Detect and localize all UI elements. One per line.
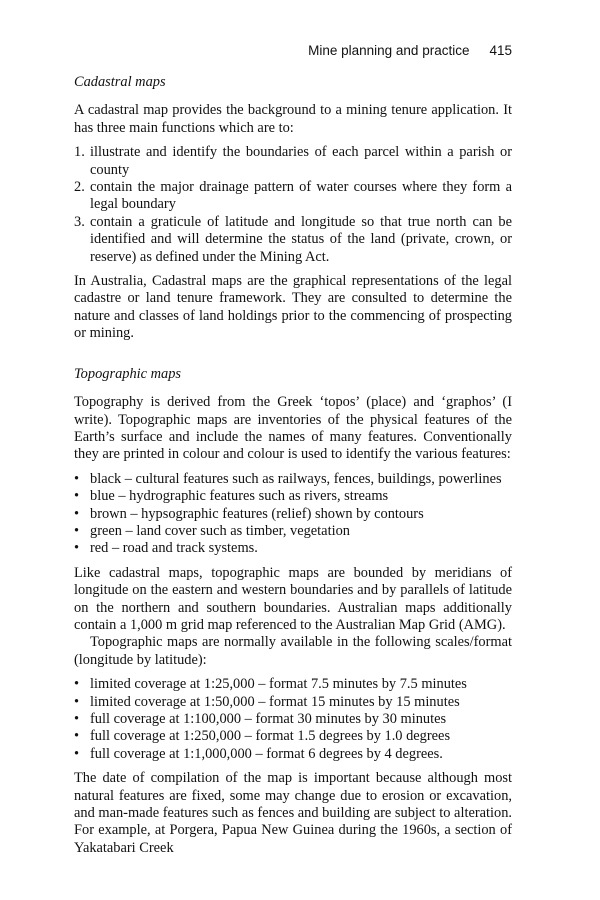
bullet: • — [74, 540, 80, 557]
numbered-list-item — [74, 214, 512, 266]
bullet-list-item — [74, 694, 512, 711]
page-body — [74, 74, 512, 857]
scales-paragraph: Topographic maps are normally available in the following scales/format (longitude by latitude): — [74, 634, 512, 668]
list-item-text: brown – hypsographic features (relief) shown by contours — [90, 505, 424, 522]
list-item-text: limited coverage at 1:25,000 – format 7.5 minutes by 7.5 minutes — [90, 676, 467, 693]
bullet: • — [74, 522, 80, 539]
list-item-text: contain a graticule of latitude and longitude so that true north can be identified and will determine the status of the land (private, crown, or reserve) as defined under the Mining Act. — [90, 213, 512, 265]
list-item-text: full coverage at 1:100,000 – format 30 minutes by 30 minutes — [90, 711, 447, 727]
bullet: • — [74, 711, 80, 727]
running-title: Mine planning and practice — [308, 43, 470, 58]
boundaries-paragraph: Like cadastral maps, topographic maps are bounded by meridians of longitude on the eastern and western boundaries and by parallels of latitude on the northern and southern boundaries. Australian maps additionally contain a 1,000 m grid map referenced to the Australian Map Grid (AMG). — [74, 564, 512, 633]
cadastral-closing-paragraph: In Australia, Cadastral maps are the graphical representations of the legal cadastre or land tenure framework. They are consulted to determine the nature and classes of land holdings prior to the commencing of prospecting or mining. — [74, 273, 512, 342]
list-item-text: illustrate and identify the boundaries of each parcel within a parish or county — [90, 144, 512, 178]
book-page — [74, 40, 512, 864]
list-item-text: contain the major drainage pattern of water courses where they form a legal boundary — [90, 179, 512, 213]
list-item-text: full coverage at 1:1,000,000 – format 6 degrees by 4 degrees. — [90, 745, 443, 762]
bullet-list-item — [74, 728, 512, 745]
bullet: • — [74, 728, 80, 745]
list-item-text: blue – hydrographic features such as rivers, streams — [90, 488, 389, 505]
list-number: 1. — [74, 144, 85, 161]
numbered-list-item — [74, 144, 512, 179]
page-number: 415 — [489, 43, 512, 58]
list-number: 3. — [74, 213, 85, 230]
topographic-intro-paragraph: Topography is derived from the Greek ‘topos’ (place) and ‘graphos’ (I write). Topographic maps are inventories of the physical features of the Earth’s surface and include the names of many features. Conventionally they are printed in colour and colour is used to identify the various features: — [74, 394, 512, 463]
numbered-list-item — [74, 179, 512, 214]
bullet: • — [74, 676, 80, 693]
bullet-list-item — [74, 540, 512, 557]
bullet: • — [74, 505, 80, 522]
list-item-text: green – land cover such as timber, vegetation — [90, 522, 350, 539]
section-heading-cadastral: Cadastral maps — [74, 74, 166, 90]
section-heading-topographic: Topographic maps — [74, 365, 182, 382]
bullet-list-item — [74, 711, 512, 728]
bullet: • — [74, 470, 80, 487]
bullet-list-item — [74, 471, 512, 488]
bullet: • — [74, 693, 80, 710]
bullet-list-item — [74, 746, 512, 763]
list-item-text: full coverage at 1:250,000 – format 1.5 degrees by 1.0 degrees — [90, 728, 451, 745]
list-item-text: limited coverage at 1:50,000 – format 15 minutes by 15 minutes — [90, 693, 460, 710]
bullet: • — [74, 745, 80, 762]
bullet-list-item — [74, 488, 512, 505]
bullet-list-item — [74, 506, 512, 523]
list-item-text: black – cultural features such as railways, fences, buildings, powerlines — [90, 470, 502, 487]
cadastral-functions-list — [74, 144, 512, 266]
map-scales-list — [74, 676, 512, 763]
running-header — [74, 40, 512, 62]
compilation-paragraph: The date of compilation of the map is important because although most natural features are fixed, some may change due to erosion or excavation, and man-made features such as fences and building are subject to alteration. For example, at Porgera, Papua New Guinea during the 1960s, a section of Yakatabari Creek — [74, 770, 512, 856]
cadastral-intro-paragraph: A cadastral map provides the background to a mining tenure application. It has three main functions which are to: — [74, 102, 512, 136]
colour-features-list — [74, 471, 512, 558]
list-item-text: red – road and track systems. — [90, 540, 258, 557]
bullet: • — [74, 488, 80, 505]
bullet-list-item — [74, 676, 512, 693]
list-number: 2. — [74, 179, 85, 196]
bullet-list-item — [74, 523, 512, 540]
